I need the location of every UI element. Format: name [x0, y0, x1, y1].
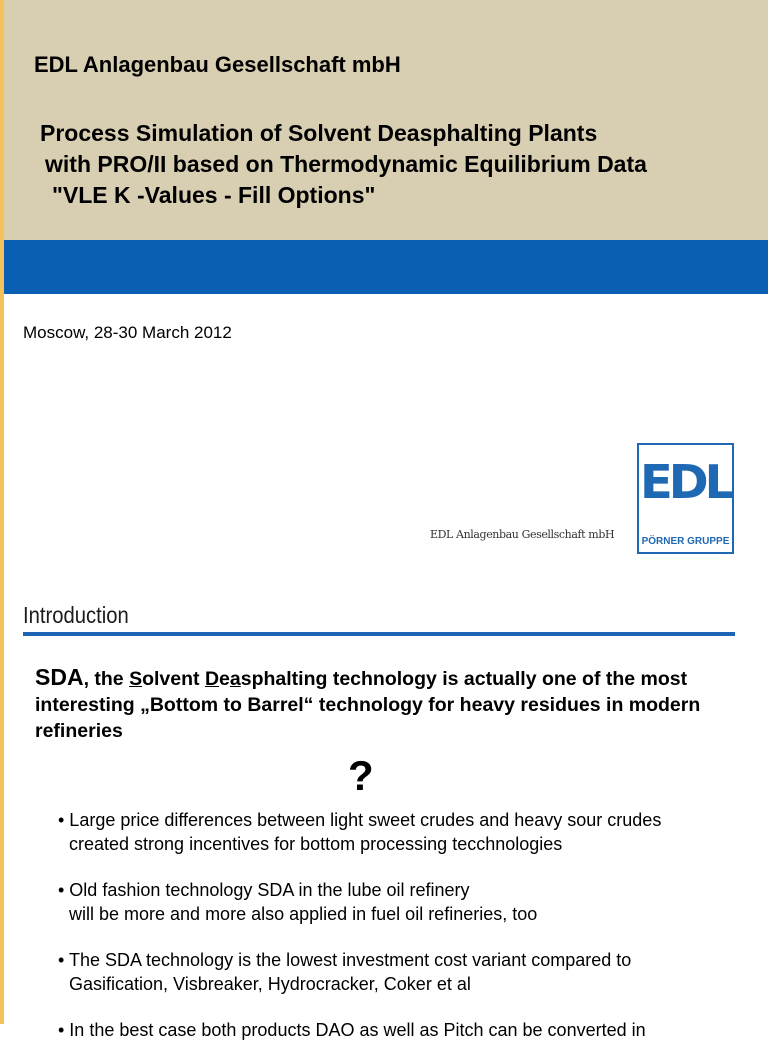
edl-logo-group: PÖRNER GRUPPE — [641, 536, 730, 547]
edl-logo-mark: EDL — [639, 455, 732, 509]
blue-band — [4, 240, 768, 294]
list-item — [58, 808, 758, 856]
event-date: Moscow, 28-30 March 2012 — [23, 323, 232, 342]
lead-underline-d: D — [204, 668, 220, 690]
lead-text: e — [219, 668, 230, 690]
logo-caption: EDL Anlagenbau Gesellschaft mbH — [430, 528, 615, 541]
bullet-text: will be more and more also applied in fuel oil refineries, too — [69, 904, 538, 924]
lead-sda: SDA — [35, 664, 84, 690]
subtitle-line: Process Simulation of Solvent Deasphalting Plants — [40, 120, 598, 146]
lead-text: sphalting technology is actually one of the most interesting „Bottom to Barrel“ technology for heavy residues in modern refineries — [35, 668, 701, 742]
edl-logo — [637, 443, 734, 554]
bullet-text: • The SDA technology is the lowest investment cost variant compared to — [58, 950, 632, 970]
question-mark: ? — [348, 752, 374, 799]
list-item — [58, 878, 758, 926]
bullet-text: Gasification, Visbreaker, Hydrocracker, Coker et al — [69, 974, 471, 994]
presentation-subtitle — [40, 118, 647, 211]
title-header — [4, 0, 768, 240]
lead-text: olvent — [142, 668, 205, 690]
section-divider — [23, 632, 735, 636]
subtitle-line: "VLE K -Values - Fill Options" — [52, 182, 376, 208]
list-item — [58, 1018, 758, 1042]
bullet-text: • Old fashion technology SDA in the lube oil refinery — [58, 880, 470, 900]
bullet-text: • Large price differences between light sweet crudes and heavy sour crudes — [58, 810, 662, 830]
section-heading: Introduction — [23, 602, 129, 628]
lead-paragraph — [35, 664, 755, 744]
lead-underline-a: a — [229, 668, 241, 690]
lead-underline-s: S — [129, 668, 143, 690]
bullet-text: • In the best case both products DAO as well as Pitch can be converted in — [58, 1020, 646, 1040]
lead-text: , the — [83, 668, 130, 690]
company-title: EDL Anlagenbau Gesellschaft mbH — [34, 52, 401, 77]
subtitle-line: with PRO/II based on Thermodynamic Equilibrium Data — [45, 151, 647, 177]
bullet-list — [58, 808, 758, 1064]
bullet-text: created strong incentives for bottom processing tecchnologies — [69, 834, 563, 854]
list-item — [58, 948, 758, 996]
